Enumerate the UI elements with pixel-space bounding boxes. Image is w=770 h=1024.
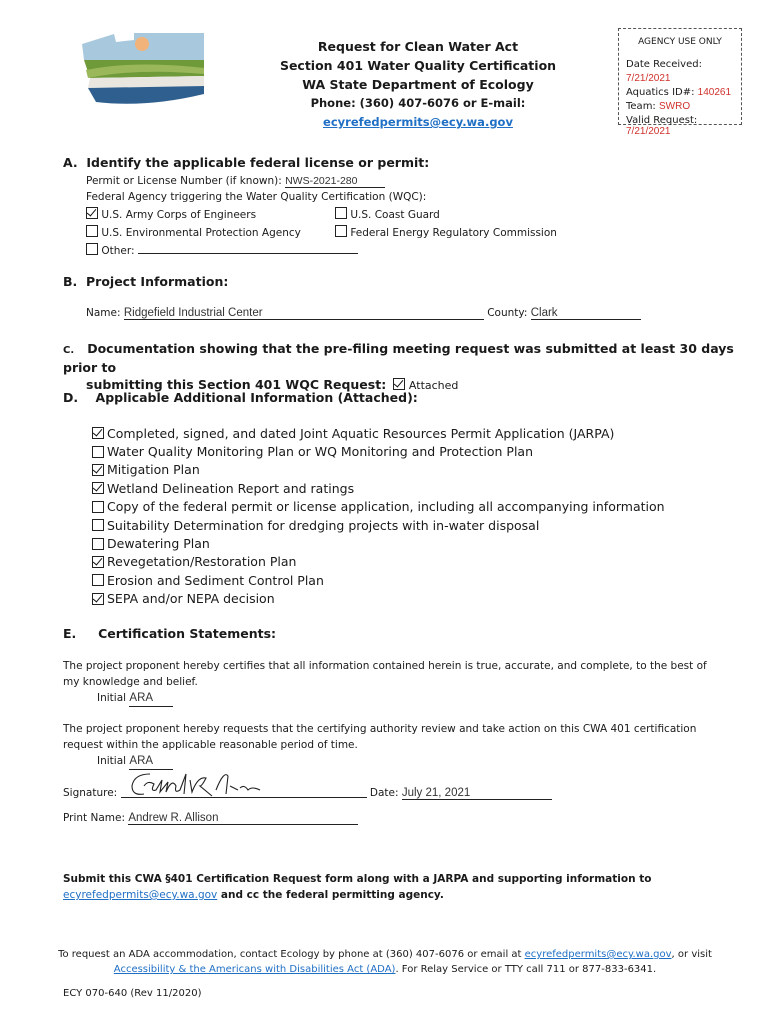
date-field[interactable]: July 21, 2021 [402,787,552,800]
attachment-item[interactable] [92,516,665,534]
form-title-line1: Request for Clean Water Act [317,39,519,54]
team-value: SWRO [659,101,691,112]
certification-statement-2: The project proponent hereby requests that the certifying authority review and take action on this CWA 401 certification request within the applicable reasonable period of time. Initial ARA [63,721,696,770]
attachment-label: Revegetation/Restoration Plan [107,554,297,570]
attachment-label: Dewatering Plan [107,536,210,552]
agency-use-box [618,28,742,137]
option-ferc[interactable]: Federal Energy Regulatory Commission [335,225,557,239]
other-checkbox[interactable] [86,243,98,255]
attachment-checkbox[interactable] [92,446,104,458]
attachment-checkbox[interactable] [92,501,104,513]
attachment-item[interactable] [92,479,665,497]
agency-box-title: AGENCY USE ONLY [638,37,722,47]
ada-email-link[interactable]: ecyrefedpermits@ecy.wa.gov [524,949,672,960]
attached-checkbox[interactable] [393,378,405,390]
option-other[interactable]: Other: [86,242,358,257]
form-title-line3: WA State Department of Ecology [302,77,534,92]
permit-number-row: Permit or License Number (if known): NWS-2021-280 [86,175,385,188]
print-name-row: Print Name: Andrew R. Allison [63,812,358,825]
section-a-heading: A. Identify the applicable federal license or permit: [63,155,430,170]
other-field[interactable] [138,242,358,254]
attachment-checkbox[interactable] [92,482,104,494]
section-e-heading: E. Certification Statements: [63,626,277,641]
attachment-label: Copy of the federal permit or license application, including all accompanying information [107,499,665,515]
coast-guard-checkbox[interactable] [335,207,347,219]
initial-field-1[interactable]: ARA [129,690,173,707]
project-name-row: Name: Ridgefield Industrial Center County: Clark [86,307,641,320]
attached-label: Attached [408,379,459,392]
header-email-link[interactable]: ecyrefedpermits@ecy.wa.gov [323,115,513,129]
attachment-item[interactable] [92,442,665,460]
handwritten-signature [120,766,270,806]
form-header [218,37,618,132]
aquatics-id-value: 140261 [697,87,732,98]
attachment-item[interactable] [92,590,665,608]
option-epa[interactable]: U.S. Environmental Protection Agency [86,225,301,239]
form-id-footer: ECY 070-640 (Rev 11/2020) [63,988,202,999]
attachment-item[interactable] [92,534,665,552]
valid-request-value: 7/21/2021 [626,126,671,137]
ferc-checkbox[interactable] [335,225,347,237]
county-field[interactable]: Clark [531,307,641,320]
ada-notice: To request an ADA accommodation, contact Ecology by phone at (360) 407-6076 or email at ecyrefedpermits@ecy.wa.gov, or visit Accessibility & the Americans with Disabilities Act (ADA). For Relay Service or TTY call 711 or 877-833-6341. [58,949,712,975]
initial-field-2[interactable]: ARA [129,753,173,770]
ada-accessibility-link[interactable]: Accessibility & the Americans with Disabilities Act (ADA) [113,964,396,975]
form-title-line2: Section 401 Water Quality Certification [279,58,557,73]
attachment-checkbox[interactable] [92,464,104,476]
army-corps-checkbox[interactable] [86,207,98,219]
attachment-item[interactable] [92,461,665,479]
attachment-checkbox[interactable] [92,519,104,531]
section-b-heading: B. Project Information: [63,274,229,289]
attachment-checkbox[interactable] [92,427,104,439]
team-row: Team: SWRO [626,101,691,112]
attachment-checklist [92,424,665,608]
valid-request-row: Valid Request: 7/21/2021 [626,115,698,137]
attachment-checkbox[interactable] [92,593,104,605]
attachment-label: Erosion and Sediment Control Plan [107,572,324,588]
attachment-checkbox[interactable] [92,538,104,550]
project-name-field[interactable]: Ridgefield Industrial Center [124,307,484,320]
section-d-heading: D. Applicable Additional Information (Attached): [63,390,418,405]
print-name-field[interactable]: Andrew R. Allison [128,812,358,825]
attachment-label: Suitability Determination for dredging projects with in-water disposal [107,517,540,533]
section-c-heading: C. Documentation showing that the pre-filing meeting request was submitted at least 30 days prior to submitting this Section 401 WQC Request: Attached [63,341,734,392]
attachment-checkbox[interactable] [92,574,104,586]
signature-row: Signature: Date: July 21, 2021 [63,785,552,800]
attachment-item[interactable] [92,553,665,571]
attachment-label: Wetland Delineation Report and ratings [107,480,355,496]
attachment-item[interactable] [92,424,665,442]
agency-prompt: Federal Agency triggering the Water Quality Certification (WQC): [86,191,427,203]
option-army-corps[interactable]: U.S. Army Corps of Engineers [86,207,256,221]
certification-statement-1: The project proponent hereby certifies that all information contained herein is true, accurate, and complete, to the best of my knowledge and belief. Initial ARA [63,658,707,707]
aquatics-id-row: Aquatics ID#: 140261 [626,87,732,98]
submit-email-link[interactable]: ecyrefedpermits@ecy.wa.gov [63,889,218,901]
attachment-label: Mitigation Plan [107,462,200,478]
header-phone: Phone: (360) 407-6076 or E-mail: [310,96,526,110]
date-received-row: Date Received: 7/21/2021 [626,59,702,84]
permit-number-field[interactable]: NWS-2021-280 [285,175,385,188]
attachment-label: SEPA and/or NEPA decision [107,591,275,607]
epa-checkbox[interactable] [86,225,98,237]
ecology-logo [76,30,212,110]
submit-instructions: Submit this CWA §401 Certification Request form along with a JARPA and supporting information to ecyrefedpermits@ecy.wa.gov and cc the federal permitting agency. [63,873,652,901]
attachment-item[interactable] [92,571,665,589]
attachment-item[interactable] [92,498,665,516]
header-contact [218,94,618,132]
attachment-checkbox[interactable] [92,556,104,568]
option-coast-guard[interactable]: U.S. Coast Guard [335,207,440,221]
attachment-label: Completed, signed, and dated Joint Aquatic Resources Permit Application (JARPA) [107,425,615,441]
date-received-value: 7/21/2021 [626,73,671,84]
attachment-label: Water Quality Monitoring Plan or WQ Monitoring and Protection Plan [107,444,533,460]
